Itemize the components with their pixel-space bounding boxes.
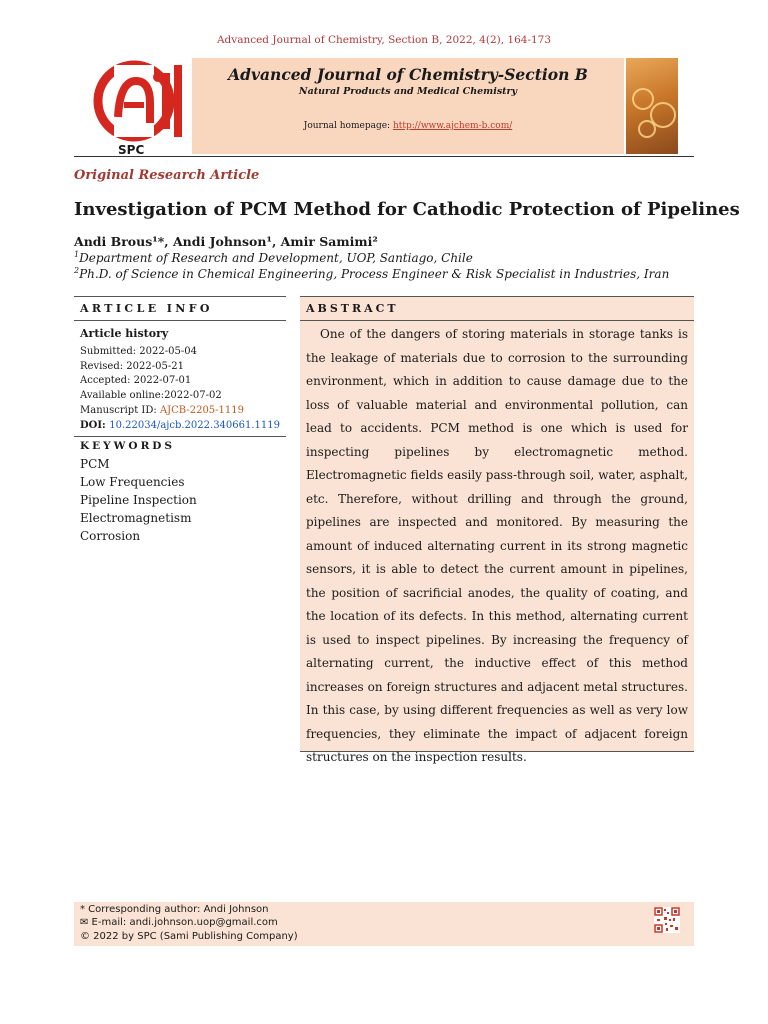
article-title: Investigation of PCM Method for Cathodic Protection of Pipelines bbox=[74, 199, 740, 220]
homepage-link[interactable]: http://www.ajchem-b.com/ bbox=[392, 121, 513, 131]
keyword-item: Pipeline Inspection bbox=[80, 492, 197, 507]
article-info-panel bbox=[74, 296, 286, 545]
history-title: Article history bbox=[80, 327, 169, 340]
email-line: ✉ E-mail: andi.johnson.uop@gmail.com bbox=[80, 917, 278, 929]
doi-link[interactable]: 10.22034/ajcb.2022.340661.1119 bbox=[109, 419, 280, 431]
keyword-item: PCM bbox=[80, 456, 110, 471]
publisher-logo-text: SPC bbox=[118, 143, 145, 157]
keyword-item: Corrosion bbox=[80, 528, 141, 543]
copyright: © 2022 by SPC (Sami Publishing Company) bbox=[80, 930, 298, 942]
revised-date: Revised: 2022-05-21 bbox=[80, 360, 184, 372]
affiliation-2: $^2$Ph.D. of Science in Chemical Engineering, Process Engineer & Risk Specialist in Industries, Iran bbox=[74, 266, 670, 281]
keyword-item: Low Frequencies bbox=[80, 474, 185, 489]
abstract-panel bbox=[300, 296, 694, 764]
journal-title-band bbox=[192, 58, 624, 154]
journal-homepage bbox=[192, 121, 624, 131]
article-type: Original Research Article bbox=[74, 168, 260, 183]
footer-box bbox=[74, 902, 694, 946]
keyword-item: Electromagnetism bbox=[80, 510, 192, 525]
article-history bbox=[74, 321, 286, 434]
author-list: Andi Brous¹*, Andi Johnson¹, Amir Samimi² bbox=[74, 234, 378, 249]
abstract-text: One of the dangers of storing materials in storage tanks is the leakage of materials due to corrosion to the surrounding environment, which in addition to cause damage due to the loss of valuable material and environmental pollution, can lead to accidents. PCM method is one which is used for inspecting pipelines by electromagnetic method. Electromagnetic fields easily pass-through soil, water, asphalt, etc. Therefore, without drilling and through the ground, pipelines are inspected and monitored. By measuring the amount of induced alternating current in its strong magnetic sensors, it is able to detect the current amount in pipelines, the position of sacrificial anodes, the quality of coating, and the location of its defects. In this method, alternating current is used to inspect pipelines. By increasing the frequency of alternating current, the inductive effect of this method increases on foreign structures and adjacent metal structures. In this case, by using different frequencies as well as very low frequencies, they eliminate the impact of adjacent foreign structures on the inspection results. bbox=[306, 327, 688, 764]
journal-cover-image bbox=[626, 58, 678, 154]
accepted-date: Accepted: 2022-07-01 bbox=[80, 375, 192, 387]
affiliation-1: $^1$Department of Research and Development, UOP, Santiago, Chile bbox=[74, 250, 473, 265]
corresponding-author: * Corresponding author: Andi Johnson bbox=[80, 904, 269, 915]
online-date: Available online:2022-07-02 bbox=[80, 390, 222, 402]
running-head: Advanced Journal of Chemistry, Section B, 2022, 4(2), 164-173 bbox=[216, 34, 552, 46]
submitted-date: Submitted: 2022-05-04 bbox=[80, 345, 197, 357]
article-info-heading: ARTICLE INFO bbox=[74, 296, 286, 321]
journal-subtitle: Natural Products and Medical Chemistry bbox=[298, 86, 518, 97]
homepage-label: Journal homepage: bbox=[303, 121, 393, 131]
publisher-logo bbox=[84, 59, 188, 155]
doi: DOI: 10.22034/ajcb.2022.340661.1119 bbox=[80, 419, 280, 431]
journal-banner bbox=[74, 55, 694, 157]
journal-title: Advanced Journal of Chemistry-Section B bbox=[228, 65, 588, 84]
manuscript-id: Manuscript ID: AJCB-2205-1119 bbox=[80, 404, 244, 416]
abstract-heading: ABSTRACT bbox=[300, 297, 694, 321]
keywords-heading: KEYWORDS bbox=[74, 436, 286, 452]
qr-code-icon bbox=[654, 907, 680, 933]
keywords-list bbox=[74, 452, 286, 545]
